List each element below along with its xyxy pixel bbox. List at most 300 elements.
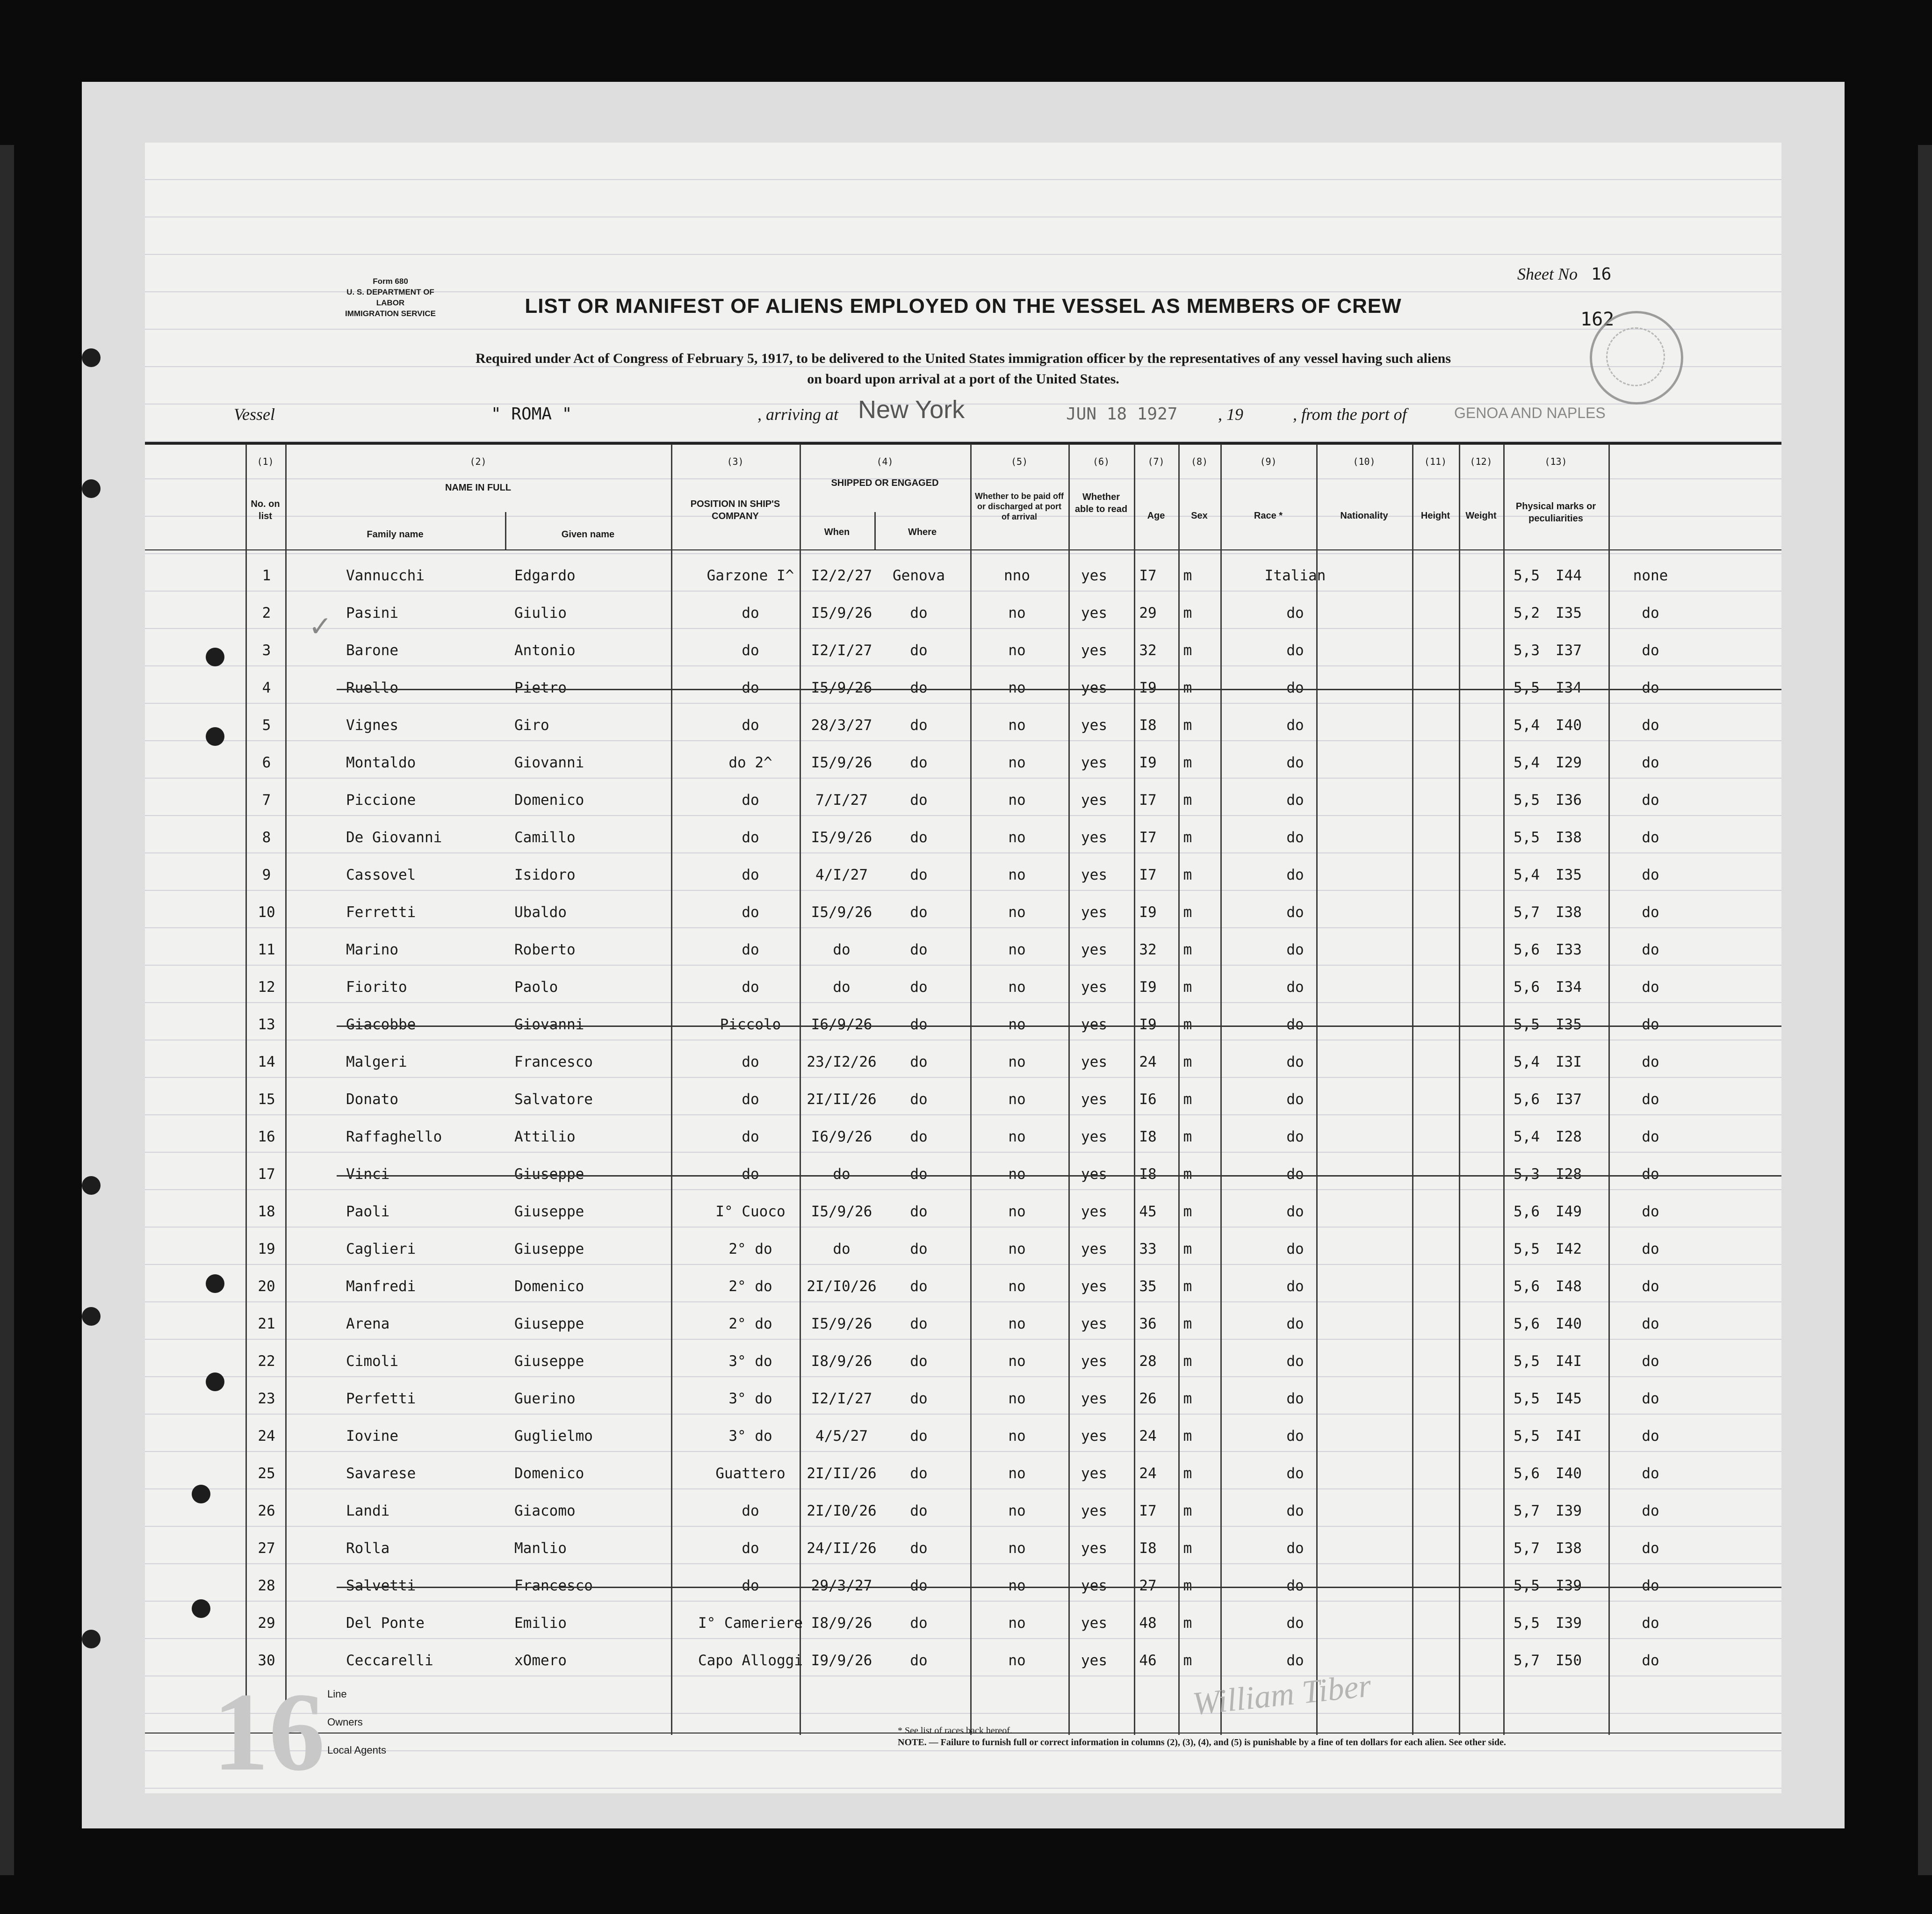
- cell-race: do: [1286, 1502, 1304, 1519]
- cell-age: I7: [1139, 829, 1157, 846]
- cell-read: yes: [1081, 1615, 1107, 1632]
- cell-weight: I29: [1556, 754, 1582, 771]
- header-given-name: Given name: [561, 529, 615, 540]
- cell-paid: no: [1008, 1315, 1026, 1332]
- scanned-page: [82, 82, 1845, 1828]
- column-number: (10): [1353, 456, 1376, 467]
- cell-no: 22: [258, 1353, 275, 1370]
- cell-race: do: [1286, 1203, 1304, 1220]
- cell-sex: m: [1183, 1615, 1192, 1632]
- cell-height: 5,5: [1514, 829, 1540, 846]
- cell-family: Ruello: [346, 679, 398, 696]
- cell-weight: I3I: [1556, 1054, 1582, 1070]
- vessel-label: Vessel: [234, 405, 275, 424]
- cell-marks: do: [1642, 1241, 1659, 1257]
- cell-age: I9: [1139, 979, 1157, 996]
- cell-weight: I4I: [1556, 1428, 1582, 1445]
- cell-read: yes: [1081, 1652, 1107, 1669]
- requirement-text: [271, 348, 1655, 390]
- cell-sex: m: [1183, 1652, 1192, 1669]
- cell-paid: no: [1008, 717, 1026, 734]
- cell-read: yes: [1081, 904, 1107, 921]
- cell-position: do: [742, 1166, 759, 1183]
- cell-weight: I39: [1556, 1577, 1582, 1594]
- cell-marks: do: [1642, 605, 1659, 621]
- cell-weight: I38: [1556, 904, 1582, 921]
- arriving-label: , arriving at: [757, 405, 839, 424]
- cell-height: 5,5: [1514, 1615, 1540, 1632]
- cell-position: do: [742, 792, 759, 809]
- cell-family: Pasini: [346, 605, 398, 621]
- cell-marks: do: [1642, 1353, 1659, 1370]
- cell-position: do: [742, 979, 759, 996]
- cell-family: Ceccarelli: [346, 1652, 433, 1669]
- cell-marks: do: [1642, 1278, 1659, 1295]
- cell-age: I9: [1139, 679, 1157, 696]
- cell-given: Ubaldo: [514, 904, 567, 921]
- cell-where: Genova: [893, 567, 945, 584]
- cell-paid: no: [1008, 605, 1026, 621]
- cell-no: 28: [258, 1577, 275, 1594]
- arrival-port: New York: [858, 396, 965, 424]
- cell-age: I7: [1139, 792, 1157, 809]
- cell-where: do: [910, 605, 928, 621]
- cell-paid: no: [1008, 1577, 1026, 1594]
- cell-read: yes: [1081, 1315, 1107, 1332]
- cell-read: yes: [1081, 1128, 1107, 1145]
- cell-weight: I48: [1556, 1278, 1582, 1295]
- cell-race: do: [1286, 754, 1304, 771]
- cell-when: I5/9/26: [811, 829, 872, 846]
- cell-given: Pietro: [514, 679, 567, 696]
- cell-family: Giacobbe: [346, 1016, 416, 1033]
- cell-given: Isidoro: [514, 867, 576, 883]
- header-sex: Sex: [1191, 511, 1208, 521]
- cell-race: do: [1286, 941, 1304, 958]
- cell-when: 28/3/27: [811, 717, 872, 734]
- cell-height: 5,2: [1514, 605, 1540, 621]
- cell-paid: no: [1008, 1502, 1026, 1519]
- cell-family: Perfetti: [346, 1390, 416, 1407]
- film-edge-left: [0, 145, 14, 1875]
- cell-paid: no: [1008, 1128, 1026, 1145]
- cell-position: do: [742, 679, 759, 696]
- cell-race: do: [1286, 605, 1304, 621]
- cell-read: yes: [1081, 1502, 1107, 1519]
- binder-hole: [82, 479, 101, 498]
- header-position: POSITION IN SHIP'S COMPANY: [690, 499, 780, 521]
- cell-sex: m: [1183, 792, 1192, 809]
- table-row: [145, 559, 1781, 595]
- cell-sex: m: [1183, 567, 1192, 584]
- cell-given: Giulio: [514, 605, 567, 621]
- cell-family: Iovine: [346, 1428, 398, 1445]
- cell-sex: m: [1183, 1203, 1192, 1220]
- cell-given: Attilio: [514, 1128, 576, 1145]
- cell-marks: do: [1642, 1203, 1659, 1220]
- cell-age: I6: [1139, 1091, 1157, 1108]
- cell-race: do: [1286, 1054, 1304, 1070]
- cell-sex: m: [1183, 1502, 1192, 1519]
- cell-height: 5,5: [1514, 1390, 1540, 1407]
- cell-read: yes: [1081, 941, 1107, 958]
- cell-height: 5,4: [1514, 1054, 1540, 1070]
- cell-age: 26: [1139, 1390, 1157, 1407]
- cell-height: 5,5: [1514, 1428, 1540, 1445]
- table-row: [145, 1531, 1781, 1568]
- cell-when: I5/9/26: [811, 605, 872, 621]
- cell-position: Garzone I^: [706, 567, 794, 584]
- cell-no: 1: [262, 567, 271, 584]
- cell-marks: do: [1642, 717, 1659, 734]
- binder-hole: [82, 1307, 101, 1326]
- table-row: [145, 783, 1781, 820]
- stamped-number: 162: [1580, 309, 1615, 330]
- table-row: [145, 634, 1781, 670]
- fine-note: NOTE. — Failure to furnish full or correct information in columns (2), (3), (4), and (5) is punishable by a fine of ten dollars for each alien. See other side.: [898, 1737, 1506, 1748]
- cell-marks: do: [1642, 754, 1659, 771]
- cell-when: I9/9/26: [811, 1652, 872, 1669]
- header-nationality: Nationality: [1340, 511, 1388, 521]
- cell-weight: I35: [1556, 1016, 1582, 1033]
- cell-height: 5,4: [1514, 717, 1540, 734]
- cell-paid: no: [1008, 1241, 1026, 1257]
- race-footnote: * See list of races back hereof.: [898, 1726, 1012, 1736]
- cell-where: do: [910, 979, 928, 996]
- cell-when: 2I/I0/26: [807, 1278, 877, 1295]
- cell-no: 3: [262, 642, 271, 659]
- cell-no: 13: [258, 1016, 275, 1033]
- cell-position: 2° do: [728, 1241, 772, 1257]
- footer-local-agents-label: Local Agents: [327, 1744, 386, 1756]
- table-row: [145, 896, 1781, 932]
- cell-marks: do: [1642, 941, 1659, 958]
- cell-sex: m: [1183, 642, 1192, 659]
- binder-hole: [82, 1176, 101, 1195]
- cell-given: Paolo: [514, 979, 558, 996]
- cell-given: Francesco: [514, 1054, 593, 1070]
- cell-when: I6/9/26: [811, 1016, 872, 1033]
- cell-race: do: [1286, 1390, 1304, 1407]
- cell-weight: I44: [1556, 567, 1582, 584]
- cell-position: do: [742, 829, 759, 846]
- cell-position: Guattero: [715, 1465, 786, 1482]
- cell-height: 5,6: [1514, 979, 1540, 996]
- cell-position: 2° do: [728, 1315, 772, 1332]
- cell-where: do: [910, 754, 928, 771]
- cell-where: do: [910, 1353, 928, 1370]
- cell-read: yes: [1081, 829, 1107, 846]
- table-top-rule: [145, 442, 1781, 445]
- cell-weight: I49: [1556, 1203, 1582, 1220]
- cell-no: 18: [258, 1203, 275, 1220]
- cell-height: 5,6: [1514, 941, 1540, 958]
- cell-age: 24: [1139, 1054, 1157, 1070]
- cell-read: yes: [1081, 1016, 1107, 1033]
- cell-paid: no: [1008, 1166, 1026, 1183]
- cell-height: 5,6: [1514, 1315, 1540, 1332]
- cell-sex: m: [1183, 1054, 1192, 1070]
- cell-marks: do: [1642, 1390, 1659, 1407]
- cell-marks: do: [1642, 1615, 1659, 1632]
- cell-family: Marino: [346, 941, 398, 958]
- cell-weight: I40: [1556, 717, 1582, 734]
- cell-sex: m: [1183, 1353, 1192, 1370]
- cell-paid: no: [1008, 1615, 1026, 1632]
- cell-no: 19: [258, 1241, 275, 1257]
- cell-given: Salvatore: [514, 1091, 593, 1108]
- cell-paid: no: [1008, 1091, 1026, 1108]
- signature: William Tiber: [1190, 1668, 1373, 1722]
- cell-when: 4/5/27: [815, 1428, 868, 1445]
- cell-paid: no: [1008, 1540, 1026, 1557]
- cell-where: do: [910, 1128, 928, 1145]
- cell-when: 4/I/27: [815, 867, 868, 883]
- sheet-number-large: 16: [213, 1669, 325, 1794]
- cell-family: Salvetti: [346, 1577, 416, 1594]
- cell-when: 2I/II/26: [807, 1091, 877, 1108]
- header-race: Race *: [1254, 511, 1283, 521]
- sheet-number-label: Sheet No: [1517, 265, 1578, 283]
- cell-read: yes: [1081, 754, 1107, 771]
- cell-race: do: [1286, 1540, 1304, 1557]
- cell-race: Italian: [1264, 567, 1326, 584]
- cell-marks: do: [1642, 1054, 1659, 1070]
- cell-height: 5,7: [1514, 1502, 1540, 1519]
- cell-sex: m: [1183, 904, 1192, 921]
- cell-age: I8: [1139, 1128, 1157, 1145]
- cell-sex: m: [1183, 1540, 1192, 1557]
- cell-given: Emilio: [514, 1615, 567, 1632]
- cell-read: yes: [1081, 792, 1107, 809]
- cell-family: Montaldo: [346, 754, 416, 771]
- cell-position: do: [742, 1502, 759, 1519]
- cell-when: 2I/II/26: [807, 1465, 877, 1482]
- footer-owners-label: Owners: [327, 1716, 363, 1728]
- cell-weight: I38: [1556, 829, 1582, 846]
- cell-weight: I37: [1556, 1091, 1582, 1108]
- cell-marks: do: [1642, 679, 1659, 696]
- cell-no: 5: [262, 717, 271, 734]
- cell-age: 32: [1139, 941, 1157, 958]
- cell-marks: do: [1642, 829, 1659, 846]
- cell-position: do: [742, 605, 759, 621]
- cell-age: I7: [1139, 867, 1157, 883]
- cell-no: 8: [262, 829, 271, 846]
- cell-no: 6: [262, 754, 271, 771]
- check-mark: ✓: [309, 611, 332, 642]
- cell-where: do: [910, 1390, 928, 1407]
- cell-when: 24/II/26: [807, 1540, 877, 1557]
- strike-through-line: [337, 1587, 1781, 1588]
- cell-position: Piccolo: [720, 1016, 781, 1033]
- cell-age: 32: [1139, 642, 1157, 659]
- column-number: (11): [1424, 456, 1447, 467]
- cell-no: 17: [258, 1166, 275, 1183]
- cell-family: Fiorito: [346, 979, 407, 996]
- column-number: (1): [257, 456, 274, 467]
- cell-where: do: [910, 1203, 928, 1220]
- cell-where: do: [910, 1540, 928, 1557]
- cell-position: I° Cuoco: [715, 1203, 786, 1220]
- cell-where: do: [910, 1315, 928, 1332]
- cell-age: I8: [1139, 1166, 1157, 1183]
- cell-height: 5,7: [1514, 904, 1540, 921]
- cell-race: do: [1286, 1128, 1304, 1145]
- cell-marks: do: [1642, 1577, 1659, 1594]
- cell-sex: m: [1183, 1315, 1192, 1332]
- cell-family: Vignes: [346, 717, 398, 734]
- cell-family: Barone: [346, 642, 398, 659]
- cell-when: I6/9/26: [811, 1128, 872, 1145]
- cell-sex: m: [1183, 979, 1192, 996]
- sheet-number-value: 16: [1591, 265, 1612, 284]
- cell-family: Cassovel: [346, 867, 416, 883]
- cell-no: 12: [258, 979, 275, 996]
- cell-paid: no: [1008, 1054, 1026, 1070]
- cell-given: Giro: [514, 717, 549, 734]
- cell-paid: nno: [1004, 567, 1030, 584]
- cell-height: 5,5: [1514, 679, 1540, 696]
- header-height: Height: [1420, 511, 1450, 521]
- cell-read: yes: [1081, 1353, 1107, 1370]
- cell-position: do: [742, 1577, 759, 1594]
- cell-paid: no: [1008, 1390, 1026, 1407]
- cell-where: do: [910, 1241, 928, 1257]
- cell-height: 5,5: [1514, 1577, 1540, 1594]
- header-name-in-full: NAME IN FULL: [445, 483, 512, 493]
- film-edge-right: [1918, 145, 1932, 1875]
- cell-given: Domenico: [514, 1278, 584, 1295]
- table-row: [145, 1419, 1781, 1456]
- cell-read: yes: [1081, 979, 1107, 996]
- cell-height: 5,4: [1514, 754, 1540, 771]
- cell-where: do: [910, 1091, 928, 1108]
- cell-no: 27: [258, 1540, 275, 1557]
- cell-paid: no: [1008, 1428, 1026, 1445]
- voyage-line: [229, 396, 1749, 433]
- cell-no: 9: [262, 867, 271, 883]
- cell-sex: m: [1183, 1428, 1192, 1445]
- table-row: [145, 1232, 1781, 1269]
- manifest-sheet: [145, 143, 1781, 1793]
- header-paid-off: Whether to be paid off or discharged at port of arrival: [975, 491, 1064, 521]
- cell-age: 35: [1139, 1278, 1157, 1295]
- cell-marks: do: [1642, 642, 1659, 659]
- table-row: [145, 1083, 1781, 1119]
- cell-age: 46: [1139, 1652, 1157, 1669]
- cell-race: do: [1286, 1615, 1304, 1632]
- cell-where: do: [910, 1577, 928, 1594]
- cell-marks: do: [1642, 792, 1659, 809]
- cell-marks: do: [1642, 1091, 1659, 1108]
- cell-given: Giacomo: [514, 1502, 576, 1519]
- cell-height: 5,4: [1514, 867, 1540, 883]
- cell-family: Cimoli: [346, 1353, 398, 1370]
- cell-age: 48: [1139, 1615, 1157, 1632]
- cell-height: 5,7: [1514, 1652, 1540, 1669]
- header-family-name: Family name: [367, 529, 424, 540]
- cell-given: Francesco: [514, 1577, 593, 1594]
- cell-weight: I35: [1556, 867, 1582, 883]
- cell-read: yes: [1081, 1390, 1107, 1407]
- cell-race: do: [1286, 1428, 1304, 1445]
- cell-sex: m: [1183, 717, 1192, 734]
- cell-race: do: [1286, 1652, 1304, 1669]
- cell-read: yes: [1081, 867, 1107, 883]
- cell-paid: no: [1008, 979, 1026, 996]
- cell-given: Manlio: [514, 1540, 567, 1557]
- cell-no: 4: [262, 679, 271, 696]
- column-number: (5): [1010, 456, 1028, 467]
- cell-height: 5,4: [1514, 1128, 1540, 1145]
- header-when: When: [824, 527, 850, 537]
- cell-position: do: [742, 1540, 759, 1557]
- cell-paid: no: [1008, 679, 1026, 696]
- cell-no: 10: [258, 904, 275, 921]
- column-number: (6): [1092, 456, 1110, 467]
- table-row: [145, 1270, 1781, 1306]
- cell-where: do: [910, 829, 928, 846]
- cell-where: do: [910, 867, 928, 883]
- cell-marks: do: [1642, 1540, 1659, 1557]
- form-number: Form 680: [373, 277, 408, 286]
- cell-height: 5,5: [1514, 1241, 1540, 1257]
- binder-hole: [82, 1630, 101, 1648]
- cell-given: Giuseppe: [514, 1315, 584, 1332]
- cell-position: do: [742, 1128, 759, 1145]
- column-number: (8): [1190, 456, 1208, 467]
- cell-paid: no: [1008, 792, 1026, 809]
- cell-family: Caglieri: [346, 1241, 416, 1257]
- cell-marks: do: [1642, 979, 1659, 996]
- cell-where: do: [910, 1166, 928, 1183]
- cell-no: 14: [258, 1054, 275, 1070]
- cell-when: I5/9/26: [811, 754, 872, 771]
- cell-sex: m: [1183, 679, 1192, 696]
- cell-given: Antonio: [514, 642, 576, 659]
- strike-through-line: [337, 689, 1781, 690]
- cell-weight: I40: [1556, 1315, 1582, 1332]
- cell-position: do: [742, 867, 759, 883]
- cell-where: do: [910, 679, 928, 696]
- cell-race: do: [1286, 1353, 1304, 1370]
- cell-when: I5/9/26: [811, 1315, 872, 1332]
- cell-when: do: [833, 1166, 851, 1183]
- table-row: [145, 596, 1781, 633]
- cell-family: Vinci: [346, 1166, 390, 1183]
- header-bottom-rule: [145, 549, 1781, 550]
- cell-marks: do: [1642, 1428, 1659, 1445]
- cell-where: do: [910, 717, 928, 734]
- cell-where: do: [910, 904, 928, 921]
- cell-marks: do: [1642, 1128, 1659, 1145]
- cell-family: Piccione: [346, 792, 416, 809]
- cell-no: 30: [258, 1652, 275, 1669]
- cell-read: yes: [1081, 1166, 1107, 1183]
- cell-position: do 2^: [728, 754, 772, 771]
- cell-paid: no: [1008, 1465, 1026, 1482]
- cell-paid: no: [1008, 904, 1026, 921]
- cell-position: do: [742, 1091, 759, 1108]
- cell-height: 5,5: [1514, 792, 1540, 809]
- cell-position: do: [742, 904, 759, 921]
- cell-when: do: [833, 1241, 851, 1257]
- cell-age: 28: [1139, 1353, 1157, 1370]
- cell-family: Landi: [346, 1502, 390, 1519]
- header-weight: Weight: [1465, 511, 1497, 521]
- cell-family: Donato: [346, 1091, 398, 1108]
